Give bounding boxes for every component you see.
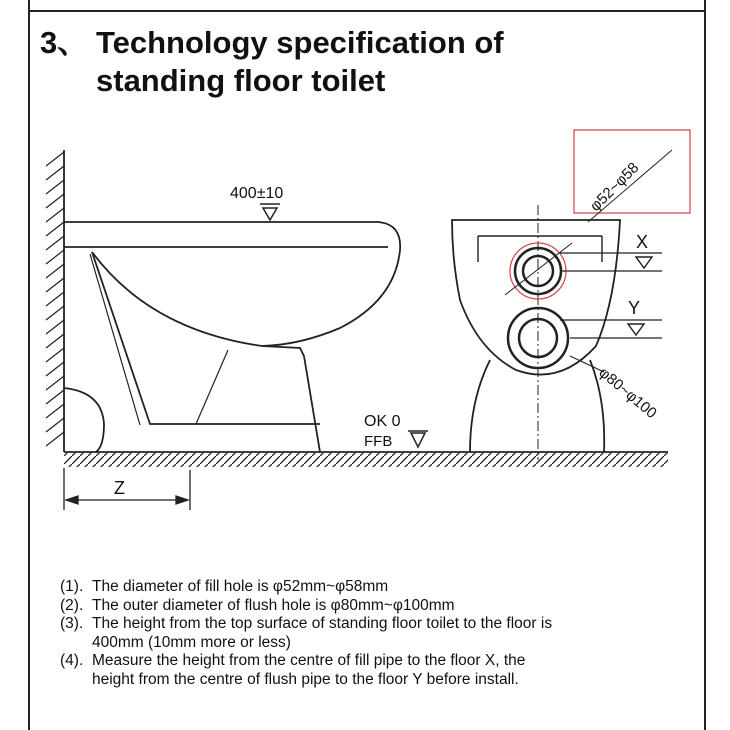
floor-label-ok: OK 0 [364,413,401,430]
note-item: (4). Measure the height from the centre of fill pipe to the floor X, the height from the centre of flush pipe to the floor Y before install. [60,652,526,688]
y-marker [560,320,662,338]
floor-label-ffb: FFB [364,433,393,450]
title-line-2: standing floor toilet [96,63,386,98]
y-label: Y [628,298,641,318]
note-item: (3). The height from the top surface of standing floor toilet to the floor is 400mm (10mm more or less) [60,615,553,651]
flush-hole [508,308,604,372]
note-item: (2). The outer diameter of flush hole is φ80mm~φ100mm [60,596,455,614]
flush-hole-label: φ80~φ100 [595,364,660,423]
notes-list [60,578,552,689]
floor [64,452,668,467]
x-marker [560,253,662,271]
x-label: X [636,232,649,252]
wall [46,150,64,452]
z-dimension [64,468,190,510]
floor-level-marker [364,413,428,450]
title-line-1: Technology specification of [96,25,504,60]
toilet-side-view [64,222,400,452]
z-label: Z [114,478,125,498]
height-marker [230,185,283,220]
fill-hole-label: φ52~φ58 [586,159,643,215]
height-label: 400±10 [230,185,284,202]
section-number: 3、 [40,25,89,60]
note-item: (1). The diameter of fill hole is φ52mm~φ58mm [60,578,389,595]
